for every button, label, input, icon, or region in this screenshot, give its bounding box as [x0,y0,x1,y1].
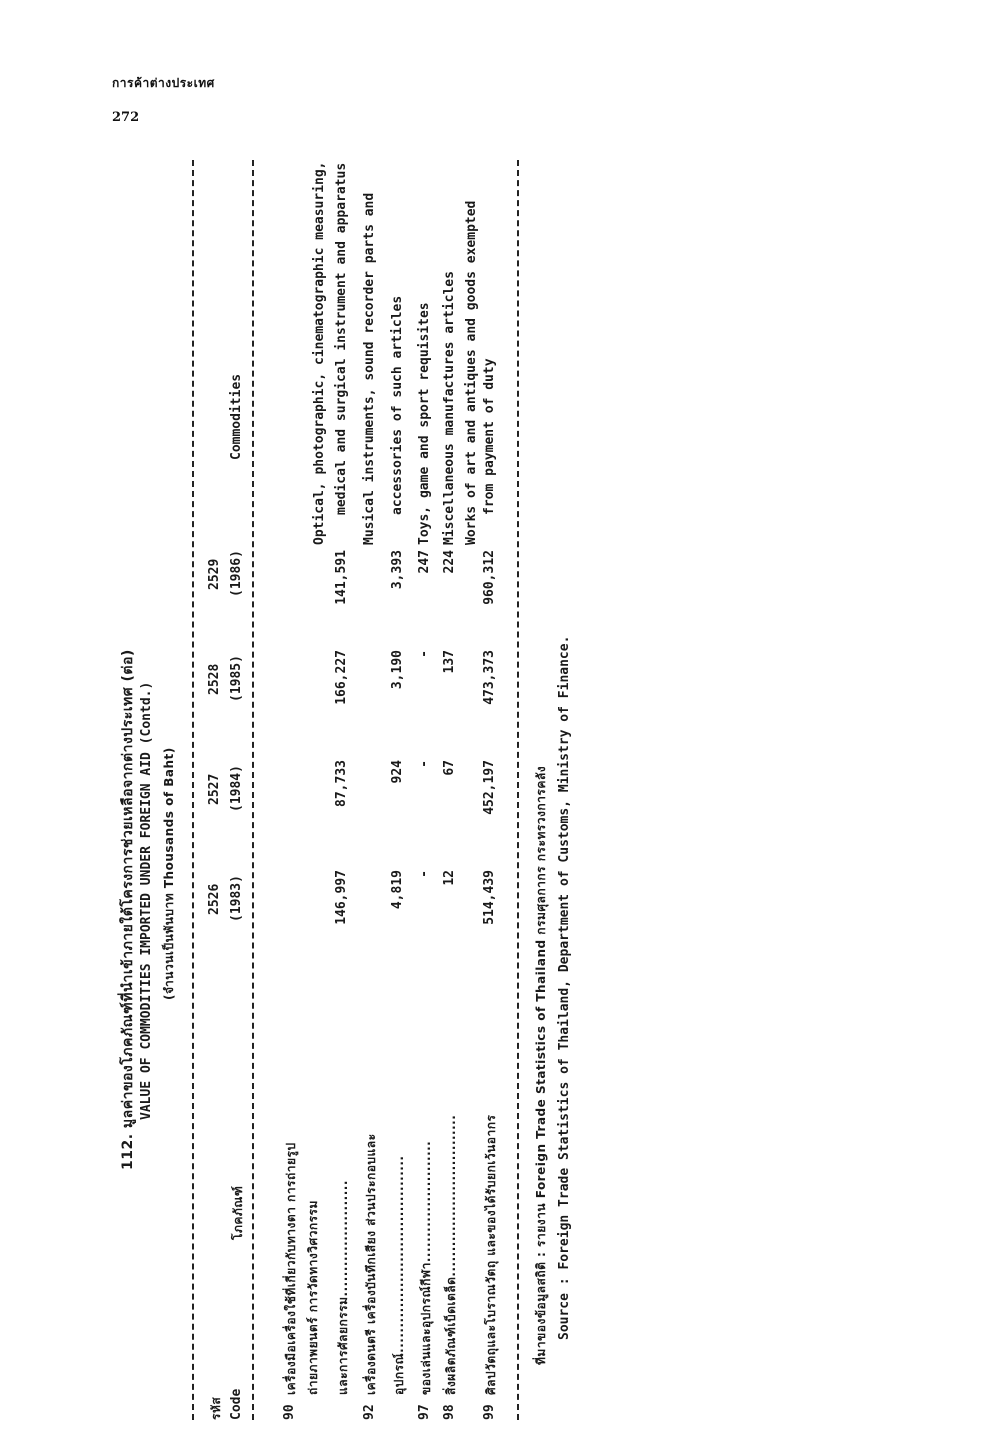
table-row-code: 98 [442,1404,457,1420]
table-cell: 473,373 [482,650,497,705]
table-cell: - [417,650,432,658]
table-row-code: 92 [362,1404,377,1420]
table-row-code: 97 [417,1404,432,1420]
table-row-en: Works of art and antiques and goods exempted [464,200,479,545]
table-row-thai: ถ่ายภาพยนตร์ การวัดทางวิศวกรรม [306,1200,320,1395]
table-row-en: from payment of duty [482,358,497,515]
table-title-en: VALUE OF COMMODITIES IMPORTED UNDER FOREIGN AID (Contd.) [139,681,154,1120]
table-row-thai: อุปกรณ์....................................... [392,1155,406,1395]
table-cell: 12 [442,870,457,886]
header-code-thai: รหัส [209,1396,223,1420]
header-rule [252,160,254,1420]
header-commodity-thai: โภคภัณฑ์ [231,1185,245,1240]
table-row-thai: และการศัลยกรรม....................... [336,1180,350,1395]
table-cell: 141,591 [334,550,349,605]
table-cell: 452,197 [482,760,497,815]
table-cell: 137 [442,650,457,674]
table-row-en: Optical, photographic, cinematographic measuring, [312,161,327,545]
table-row-thai: เครื่องมือเครื่องใช้ที่เกี่ยวกับทางตา การถ่ายรูป [284,1142,298,1395]
source-en: Source : Foreign Trade Statistics of Thailand, Department of Customs, Ministry of Finance. [557,635,572,1340]
table-row-thai: เครื่องดนตรี เครื่องบันทึกเสียง ส่วนประกอบและ [364,1133,378,1395]
rotated-table [112,160,712,1420]
table-cell: 3,393 [390,550,405,590]
running-head: การค้าต่างประเทศ [112,76,215,90]
table-cell: 3,190 [390,650,405,690]
table-cell: 166,227 [334,650,349,705]
table-cell: 960,312 [482,550,497,605]
table-row-en: accessories of such articles [390,295,405,515]
table-row-en: Toys, game and sport requisites [417,302,432,545]
header-code-en: Code [229,1388,244,1420]
header-year-ad: (1984) [229,765,244,812]
table-title-thai: 112. มูลค่าของโภคภัณฑ์ที่นำเข้าภายใต้โครงการช่วยเหลือจากต่างประเทศ (ต่อ) [120,649,136,1170]
header-year-be: 2527 [207,773,222,805]
header-commodity-en: Commodities [229,373,244,460]
header-year-be: 2528 [207,663,222,695]
table-cell: - [417,760,432,768]
table-cell: 224 [442,550,457,574]
table-cell: 924 [390,760,405,784]
bottom-rule [517,160,519,1420]
header-year-be: 2529 [207,558,222,590]
table-row-thai: ของเล่นและอุปกรณ์กีฬา........................ [419,1140,433,1395]
table-unit: (จำนวนเป็นพันบาท Thousands of Baht) [162,747,176,1000]
table-row-thai: สิ่งผลิตภัณฑ์เบ็ดเตล็ด................................ [444,1114,458,1395]
header-year-ad: (1983) [229,875,244,922]
table-cell: 87,733 [334,760,349,807]
table-cell: 146,997 [334,870,349,925]
table-cell: 247 [417,550,432,574]
header-year-be: 2526 [207,883,222,915]
table-row-thai: ศิลปวัตถุและโบราณวัตถุ และของได้รับยกเว้นอากร [484,1114,498,1395]
table-row-code: 90 [282,1404,297,1420]
page-number: 272 [112,110,140,125]
header-year-ad: (1985) [229,655,244,702]
table-cell: 514,439 [482,870,497,925]
table-row-en: Musical instruments, sound recorder parts and [362,192,377,545]
header-year-ad: (1986) [229,550,244,597]
source-thai: ที่มาของข้อมูลสถิติ : รายงาน Foreign Trade Statistics of Thailand กรมศุลกากร กระทรวงการคลัง [534,765,548,1365]
top-rule [192,160,194,1420]
table-cell: 4,819 [390,870,405,910]
table-cell: 67 [442,760,457,776]
table-row-code: 99 [482,1404,497,1420]
table-row-en: Miscellaneous manufactures articles [442,271,457,545]
table-row-en: medical and surgical instrument and apparatus [334,162,349,515]
table-cell: - [417,870,432,878]
